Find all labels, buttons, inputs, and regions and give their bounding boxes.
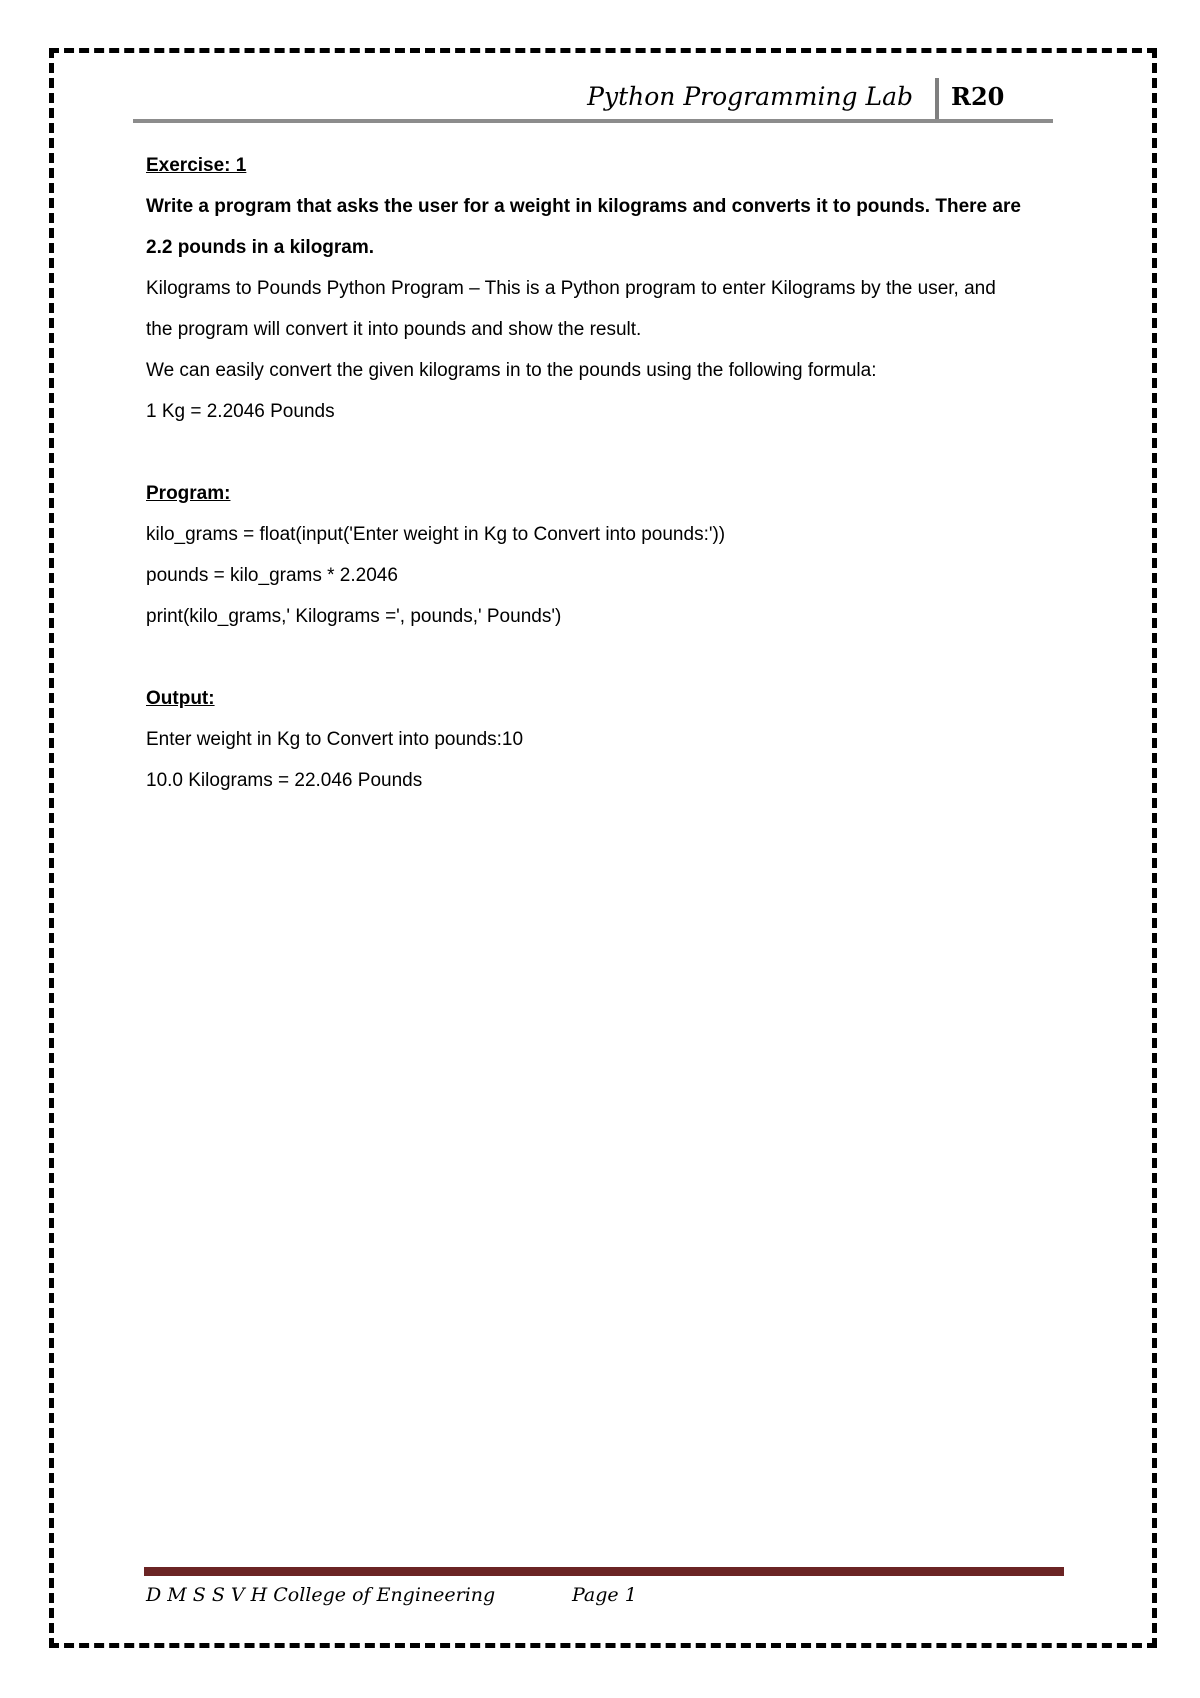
spacer — [146, 432, 1066, 473]
footer-page-number: Page 1 — [572, 1584, 637, 1606]
output-heading: Output: — [146, 688, 215, 709]
code-line: pounds = kilo_grams * 2.2046 — [146, 565, 398, 586]
description-line-3: We can easily convert the given kilograms in to the pounds using the following formula: — [146, 360, 877, 381]
output-line: 10.0 Kilograms = 22.046 Pounds — [146, 770, 423, 791]
document-body — [146, 145, 1066, 801]
question-line-2: 2.2 pounds in a kilogram. — [146, 237, 375, 258]
conversion-formula: 1 Kg = 2.2046 Pounds — [146, 401, 335, 422]
description-line-1: Kilograms to Pounds Python Program – This is a Python program to enter Kilograms by the user, and — [146, 278, 996, 299]
code-line: print(kilo_grams,' Kilograms =', pounds,' Pounds') — [146, 606, 562, 627]
code-line: kilo_grams = float(input('Enter weight in Kg to Convert into pounds:')) — [146, 524, 726, 545]
header-title: Python Programming Lab — [587, 82, 913, 111]
header-divider — [935, 78, 939, 122]
footer-college: D M S S V H College of Engineering — [146, 1584, 496, 1606]
spacer — [146, 637, 1066, 678]
header-rule — [133, 119, 1053, 123]
exercise-heading: Exercise: 1 — [146, 155, 247, 176]
program-heading: Program: — [146, 483, 231, 504]
question-line-1: Write a program that asks the user for a weight in kilograms and converts it to pounds. There are — [146, 196, 1021, 217]
footer-rule — [144, 1567, 1064, 1576]
header-code: R20 — [951, 82, 1005, 111]
description-line-2: the program will convert it into pounds and show the result. — [146, 319, 642, 340]
output-line: Enter weight in Kg to Convert into pounds:10 — [146, 729, 524, 750]
